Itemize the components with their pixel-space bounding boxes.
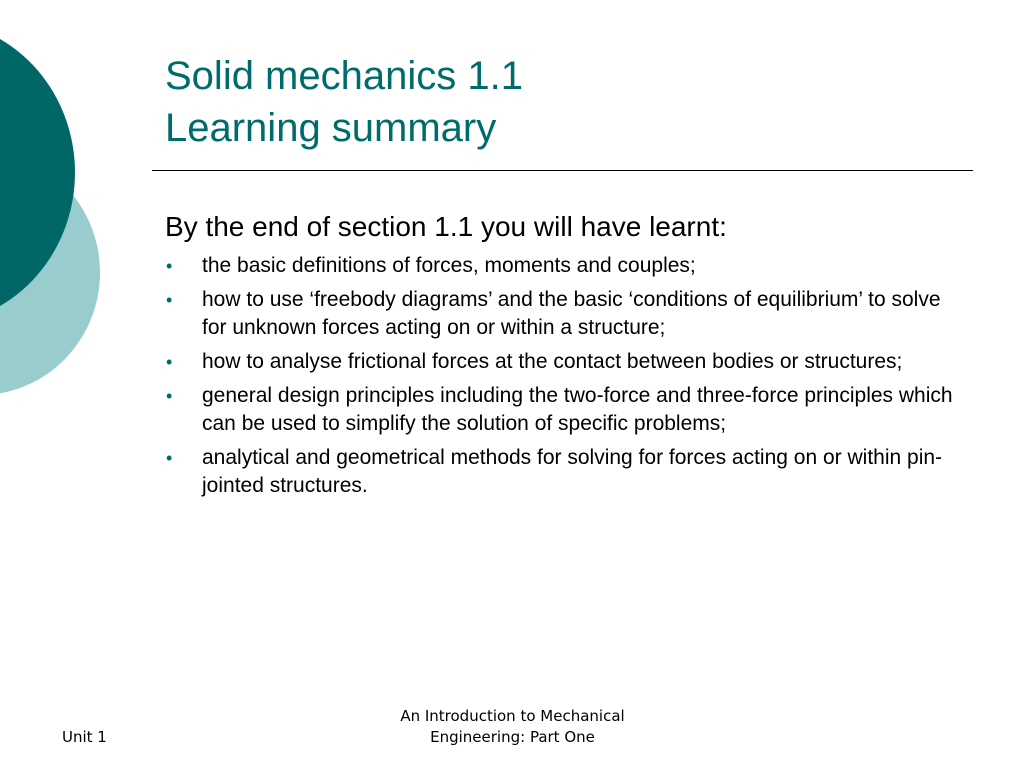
bullet-icon: •: [166, 256, 173, 276]
bullet-text: general design principles including the two-force and three-force principles which can be used to simplify the solution of specific problems;: [202, 384, 953, 435]
footer-course-title: [360, 706, 665, 748]
footer-course-title-line-2: Engineering: Part One: [430, 728, 595, 746]
slide-title-line-1: Solid mechanics 1.1: [165, 54, 523, 98]
title-divider: [152, 170, 973, 171]
bullet-text: how to analyse frictional forces at the contact between bodies or structures;: [202, 350, 903, 373]
bullet-icon: •: [166, 352, 173, 372]
slide-title-line-2: Learning summary: [165, 106, 497, 150]
bullet-text: how to use ‘freebody diagrams’ and the basic ‘conditions of equilibrium’ to solve for unknown forces acting on or within a structure;: [202, 288, 941, 339]
bullet-text: analytical and geometrical methods for solving for forces acting on or within pin-jointed structures.: [202, 446, 943, 497]
slide-title: [165, 50, 523, 154]
summary-bullet-list: [165, 252, 955, 506]
bullet-item: [165, 348, 955, 376]
bullet-icon: •: [166, 386, 173, 406]
bullet-icon: •: [166, 448, 173, 468]
bullet-icon: •: [166, 290, 173, 310]
intro-text: By the end of section 1.1 you will have learnt:: [165, 211, 727, 242]
footer-unit-label: Unit 1: [62, 728, 107, 746]
bullet-item: [165, 444, 955, 500]
bullet-item: [165, 382, 955, 438]
bullet-text: the basic definitions of forces, moments and couples;: [202, 254, 696, 277]
bullet-item: [165, 252, 955, 280]
footer-course-title-line-1: An Introduction to Mechanical: [400, 707, 625, 725]
bullet-item: [165, 286, 955, 342]
